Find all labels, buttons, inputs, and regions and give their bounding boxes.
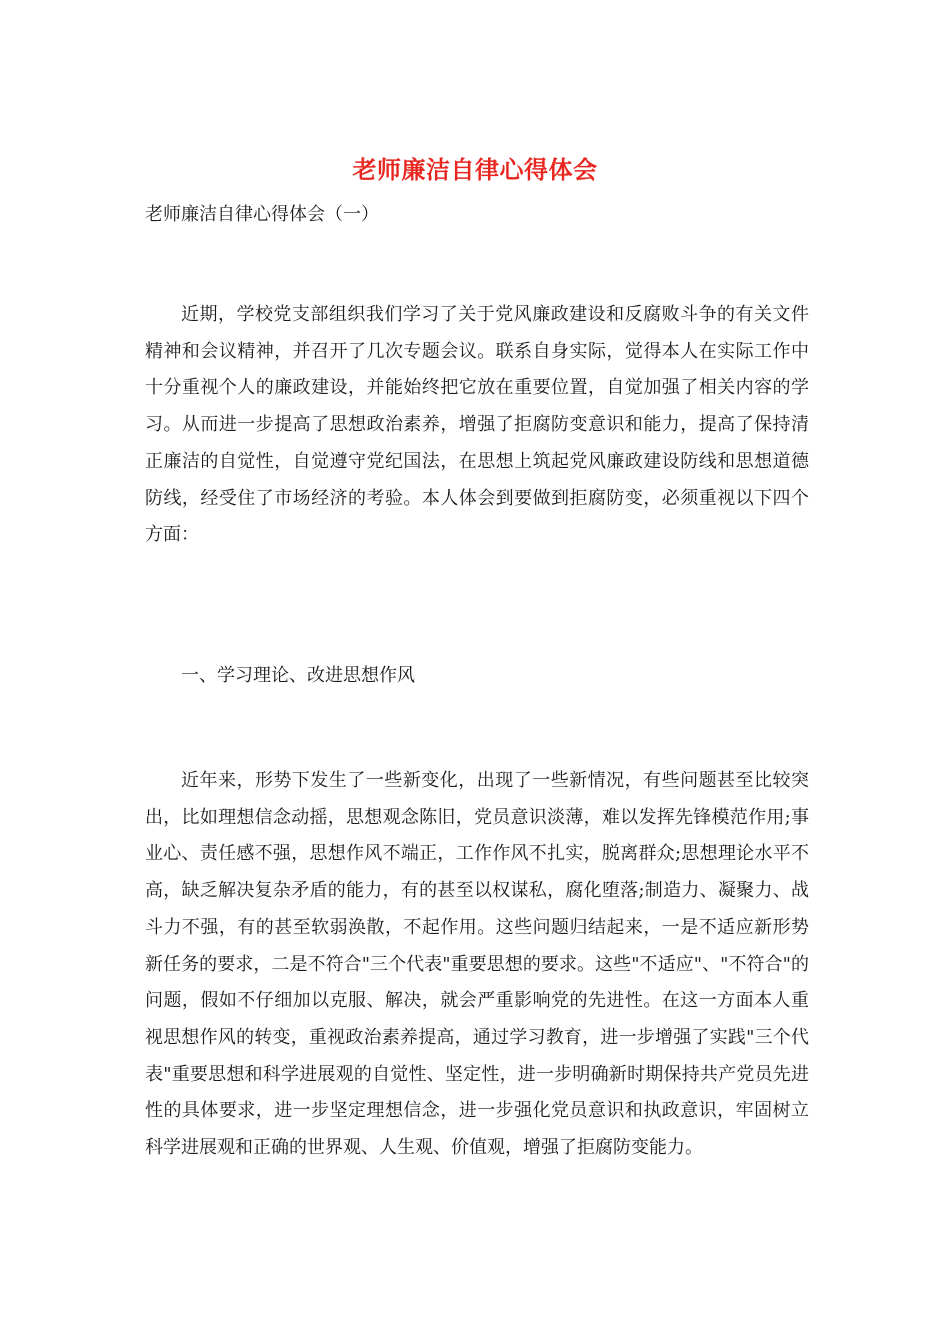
- intro-paragraph: 近期，学校党支部组织我们学习了关于党风廉政建设和反腐败斗争的有关文件精神和会议精神，并召开了几次专题会议。联系自身实际，觉得本人在实际工作中十分重视个人的廉政建设，并能始终把它放在重要位置，自觉加强了相关内容的学习。从而进一步提高了思想政治素养，增强了拒腐防变意识和能力，提高了保持清正廉洁的自觉性，自觉遵守党纪国法，在思想上筑起党风廉政建设防线和思想道德防线，经受住了市场经济的考验。本人体会到要做到拒腐防变，必须重视以下四个方面：: [145, 304, 809, 546]
- section-heading: 一、学习理论、改进思想作风: [181, 665, 415, 686]
- document-subtitle: 老师廉洁自律心得体会（一）: [145, 204, 379, 225]
- document-title: 老师廉洁自律心得体会: [352, 155, 598, 184]
- section-paragraph: 近年来，形势下发生了一些新变化，出现了一些新情况，有些问题甚至比较突出，比如理想信念动摇，思想观念陈旧，党员意识淡薄，难以发挥先锋模范作用;事业心、责任感不强，思想作风不端正，工作作风不扎实，脱离群众;思想理论水平不高，缺乏解决复杂矛盾的能力，有的甚至以权谋私，腐化堕落;制造力、凝聚力、战斗力不强，有的甚至软弱涣散，不起作用。这些问题归结起来，一是不适应新形势新任务的要求，二是不符合"三个代表"重要思想的要求。这些"不适应"、"不符合"的问题，假如不仔细加以克服、解决，就会严重影响党的先进性。在这一方面本人重视思想作风的转变，重视政治素养提高，通过学习教育，进一步增强了实践"三个代表"重要思想和科学进展观的自觉性、坚定性，进一步明确新时期保持共产党员先进性的具体要求，进一步坚定理想信念，进一步强化党员意识和执政意识，牢固树立科学进展观和正确的世界观、人生观、价值观，增强了拒腐防变能力。: [145, 770, 809, 1159]
